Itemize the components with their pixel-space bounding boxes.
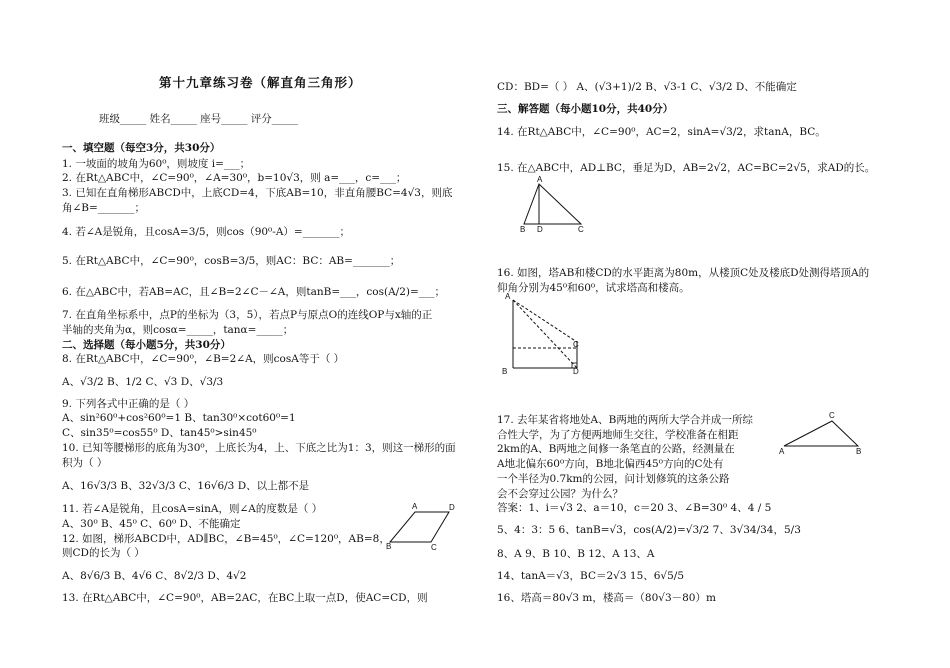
label-b: B [856,447,862,456]
exam-line: 8. 在Rt△ABC中，∠C=90⁰，∠B=2∠A，则cosA等于（ ） [62,353,345,365]
page-title: 第十九章练习卷（解直角三角形） [159,75,362,90]
label-c: C [431,543,437,552]
exam-line: 14. 在Rt△ABC中，∠C=90⁰，AC=2，sinA=√3/2，求tanA，BC。 [497,126,826,138]
exam-line: 合性大学，为了方便两地师生交往，学校准备在相距 [497,429,739,441]
label-b: B [386,542,392,551]
exam-line: A地北偏东60⁰方向，B地北偏西45⁰方向的C处有 [497,458,724,470]
exam-line: CD：BD=（ ） A、(√3+1)/2 B、√3-1 C、√3/2 D、不能确定 [497,81,797,93]
trapezoid-figure [385,502,455,550]
exam-line: 2km的A、B两地之间修一条笔直的公路，经测量在 [497,443,735,455]
exam-line: A、√3/2 B、1/2 C、√3 D、√3/3 [62,376,224,388]
triangle-altitude-figure [519,176,589,234]
label-a: A [779,447,785,456]
exam-line: 5、4：3：5 6、tanB=√3，cos(A/2)=√3/2 7、3√34/34，5/3 [497,524,801,536]
label-a: A [505,292,511,301]
exam-line: 一个半径为0.7km的公园，问计划修筑的这条公路 [497,473,730,485]
label-c: C [829,411,835,420]
exam-line: A、8√6/3 B、4√6 C、8√2/3 D、4√2 [62,570,247,582]
exam-line: 半轴的夹角为α，则cosα=_____，tanα=_____； [62,324,294,336]
label-c: C [573,340,579,349]
exam-line: 12. 如图，梯形ABCD中，AD∥BC，∠B=45⁰，∠C=120⁰，AB=8， [62,533,390,545]
exam-line: 11. 若∠A是锐角，且cosA=sinA，则∠A的度数是（ ） [62,503,323,515]
label-b: B [502,367,508,376]
exam-line: 16. 如图，塔AB和楼CD的水平距离为80m，从楼顶C处及楼底D处测得塔顶A的 [497,267,870,279]
exam-line: 9. 下列各式中正确的是（ ） [62,398,195,410]
exam-line: 角∠B=_______； [62,202,146,214]
exam-line: 6. 在△ABC中，若AB=AC，且∠B=2∠C－∠A，则tanB=___，cos(A/2)=___； [62,286,446,298]
exam-line: 4. 若∠A是锐角，且cosA=3/5，则cos（90⁰-A）=_______； [62,226,350,238]
section-heading: 三、解答题（每小题10分，共40分） [497,103,674,115]
section-heading: 一、填空题（每空3分，共30分） [62,142,221,154]
label-a: A [537,175,543,184]
exam-line: 5. 在Rt△ABC中，∠C=90⁰，cosB=3/5，则AC：BC：AB=_______； [62,255,401,267]
label-d: D [573,367,579,376]
exam-line: 7. 在直角坐标系中，点P的坐标为（3，5），若点P与原点O的连线OP与x轴的正 [62,309,433,321]
label-d: D [449,503,455,512]
exam-line: 16、塔高＝80√3 m，楼高＝（80√3－80）m [497,592,716,604]
exam-line: A、sin²60⁰+cos²60⁰=1 B、tan30⁰×cot60⁰=1 [62,412,296,424]
exam-line: A、30⁰ B、45⁰ C、60⁰ D、不能确定 [62,518,241,530]
student-info-line: 班级_____ 姓名_____ 座号_____ 评分_____ [99,113,299,125]
exam-line: 会不会穿过公园？为什么？ [497,488,623,500]
exam-line: 1. 一坡面的坡角为60⁰，则坡度 i=___； [62,158,251,170]
triangle-park-figure [778,410,868,460]
label-c: C [578,225,584,234]
exam-line: 积为（ ） [62,457,108,469]
exam-line: 仰角分别为45⁰和60⁰，试求塔高和楼高。 [497,282,690,294]
exam-line: 10. 已知等腰梯形的底角为30⁰，上底长为4，上、下底之比为1：3，则这一梯形的面 [62,442,456,454]
exam-line: 17. 去年某省将地处A、B两地的两所大学合并成一所综 [497,414,753,426]
exam-line: 15. 在△ABC中，AD⊥BC，垂足为D，AB=2√2，AC=BC=2√5，求AD的长。 [497,162,876,174]
exam-line: 则CD的长为（ ） [62,547,145,559]
exam-line: 13. 在Rt△ABC中，∠C=90⁰，AB=2AC，在BC上取一点D，使AC=CD，则 [62,592,428,604]
label-a: A [412,502,418,511]
exam-line: 8、A 9、B 10、B 12、A 13、A [497,548,655,560]
exam-line: 14、tanA＝√3，BC＝2√3 15、6√5/5 [497,570,685,582]
exam-line: 2. 在Rt△ABC中，∠C=90⁰，∠A=30⁰，b=10√3，则 a=___，c=___； [62,172,407,184]
section-heading: 二、选择题（每小题5分，共30分） [62,339,231,351]
exam-line: A、16√3/3 B、32√3/3 C、16√6/3 D、以上都不是 [62,480,310,492]
exam-line: 3. 已知在直角梯形ABCD中，上底CD=4，下底AB=10，非直角腰BC=4√3，则底 [62,187,453,199]
exam-line: 答案：1、i＝√3 2、a＝10，c＝20 3、∠B=30⁰ 4、4 / 5 [497,502,772,514]
label-b: B [520,225,526,234]
label-d: D [537,225,543,234]
exam-line: C、sin35⁰=cos55⁰ D、tan45⁰>sin45⁰ [62,427,257,439]
tower-building-figure [500,290,590,378]
